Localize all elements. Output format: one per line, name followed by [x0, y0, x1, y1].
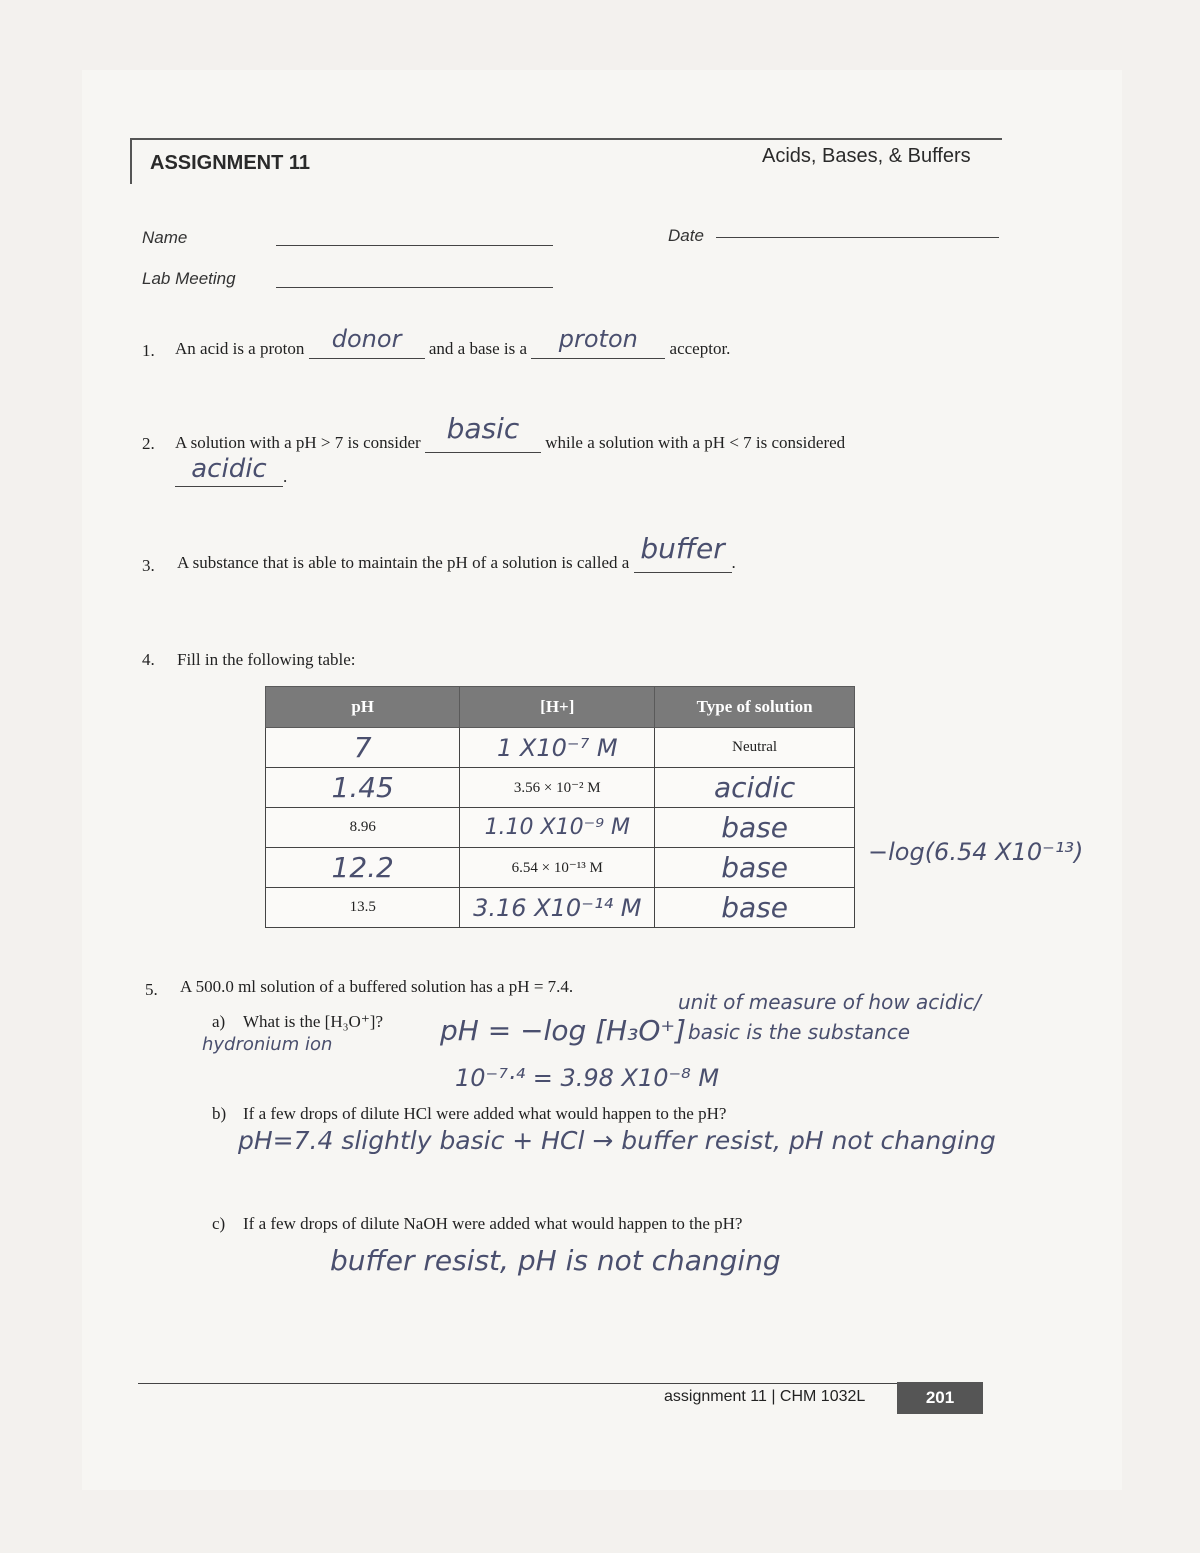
name-field[interactable]: [276, 245, 553, 246]
q5c-text: If a few drops of dilute NaOH were added what would happen to the pH?: [243, 1214, 743, 1233]
question-2: [175, 412, 846, 453]
q5b-text: If a few drops of dilute HCl were added what would happen to the pH?: [243, 1104, 727, 1123]
assignment-subtitle: Acids, Bases, & Buffers: [762, 145, 971, 167]
q2-text-1: A solution with a pH > 7 is consider: [175, 433, 421, 452]
table-row: [266, 888, 855, 928]
q5a-note: hydronium ion: [202, 1034, 333, 1055]
question-3: [177, 532, 736, 573]
q2-answer-1: basic: [446, 412, 520, 445]
q1-text-2: and a base is a: [428, 339, 528, 358]
question-2-continued: [175, 454, 288, 487]
page-number: 201: [897, 1382, 983, 1414]
cell-ph[interactable]: 1.45: [266, 768, 460, 808]
cell-type[interactable]: base: [655, 808, 855, 848]
cell-h-ion[interactable]: 1.10 X10⁻⁹ M: [460, 808, 655, 848]
q1-number: 1.: [142, 341, 155, 360]
cell-h-ion: 6.54 × 10⁻¹³ M: [460, 848, 655, 888]
q5a-work-2: unit of measure of how acidic/: [678, 990, 981, 1014]
footer-rule: [138, 1383, 983, 1384]
q5a-text: What is the [H₃O⁺]?: [243, 1012, 383, 1031]
lab-meeting-field[interactable]: [276, 287, 553, 288]
name-label: Name: [142, 228, 188, 247]
footer-course: assignment 11 | CHM 1032L: [664, 1388, 866, 1405]
cell-h-ion: 3.56 × 10⁻² M: [460, 768, 655, 808]
assignment-title: ASSIGNMENT 11: [150, 152, 311, 174]
q3-text: A substance that is able to maintain the pH of a solution is called a: [177, 553, 630, 572]
q3-end: .: [731, 553, 736, 572]
q1-answer-2-field[interactable]: [531, 325, 665, 359]
column-header-type: Type of solution: [655, 687, 855, 728]
q2-text-2: while a solution with a pH < 7 is considered: [545, 433, 846, 452]
q1-text-1: An acid is a proton: [175, 339, 305, 358]
cell-h-ion[interactable]: 1 X10⁻⁷ M: [460, 728, 655, 768]
table-row: [266, 808, 855, 848]
lab-meeting-label: Lab Meeting: [142, 269, 236, 288]
date-field[interactable]: [716, 237, 999, 238]
q4-number: 4.: [142, 650, 155, 669]
q2-answer-2-field[interactable]: [175, 454, 283, 487]
q4-side-note: −log(6.54 X10⁻¹³): [868, 838, 1084, 866]
q5a-work-4: 10⁻⁷·⁴ = 3.98 X10⁻⁸ M: [455, 1064, 720, 1092]
q3-number: 3.: [142, 556, 155, 575]
q2-end: .: [283, 467, 288, 486]
cell-type: Neutral: [655, 728, 855, 768]
q5b-answer: pH=7.4 slightly basic + HCl → buffer resist, pH not changing: [238, 1126, 996, 1155]
ph-table: [265, 686, 855, 928]
q3-answer: buffer: [640, 532, 725, 565]
column-header-h-ion: [H+]: [460, 687, 655, 728]
q1-text-3: acceptor.: [669, 339, 731, 358]
table-row: [266, 848, 855, 888]
table-row: [266, 728, 855, 768]
cell-type[interactable]: base: [655, 848, 855, 888]
cell-ph: 8.96: [266, 808, 460, 848]
q3-answer-field[interactable]: [634, 532, 732, 573]
q5c-answer: buffer resist, pH is not changing: [330, 1244, 781, 1277]
cell-ph[interactable]: 12.2: [266, 848, 460, 888]
column-header-ph: pH: [266, 687, 460, 728]
cell-type[interactable]: base: [655, 888, 855, 928]
cell-ph[interactable]: 7: [266, 728, 460, 768]
question-1: [175, 325, 731, 359]
q5a-work-3: basic is the substance: [688, 1020, 911, 1044]
q1-answer-2: proton: [558, 325, 638, 353]
q5a-work-1: pH = −log [H₃O⁺]: [440, 1014, 687, 1047]
q5-text: A 500.0 ml solution of a buffered solution has a pH = 7.4.: [180, 977, 574, 996]
q2-answer-1-field[interactable]: [425, 412, 541, 453]
cell-h-ion[interactable]: 3.16 X10⁻¹⁴ M: [460, 888, 655, 928]
q5a-label: a): [212, 1012, 226, 1031]
q5-number: 5.: [145, 980, 158, 999]
cell-ph: 13.5: [266, 888, 460, 928]
q2-number: 2.: [142, 434, 155, 453]
q1-answer-1-field[interactable]: [309, 325, 425, 359]
q1-answer-1: donor: [331, 325, 402, 353]
date-label: Date: [668, 226, 704, 245]
cell-type[interactable]: acidic: [655, 768, 855, 808]
q2-answer-2: acidic: [191, 454, 267, 484]
q5c-label: c): [212, 1214, 226, 1233]
q5b-label: b): [212, 1104, 227, 1123]
table-row: [266, 768, 855, 808]
q4-text: Fill in the following table:: [177, 650, 356, 669]
